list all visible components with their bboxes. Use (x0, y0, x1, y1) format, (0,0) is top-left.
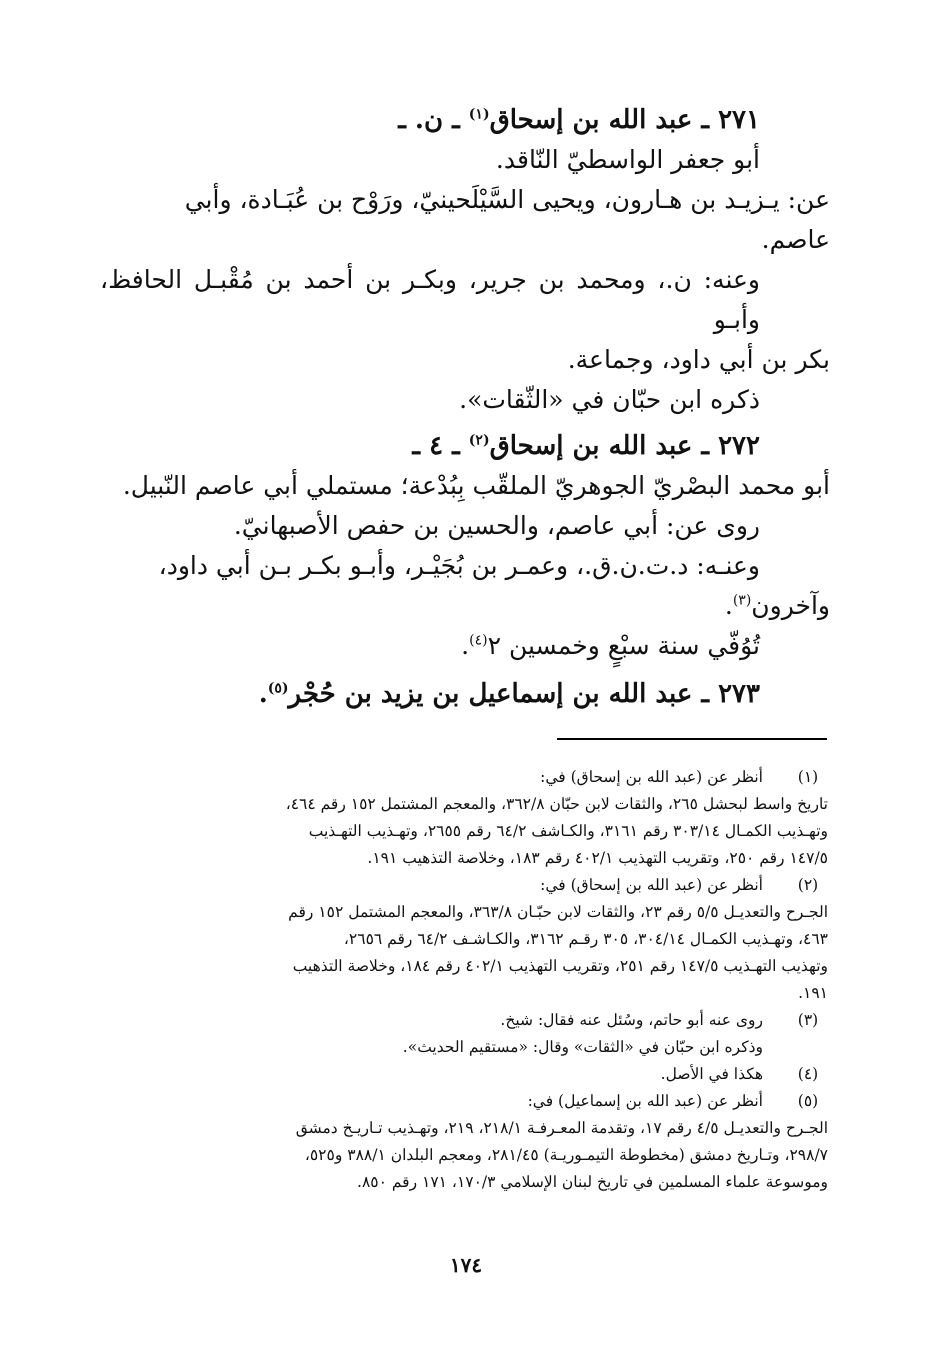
footnote-ref: (٤) (469, 632, 488, 649)
footnote-ref: (٢) (468, 432, 490, 449)
footnote-2 (118, 872, 828, 1007)
main-text (100, 100, 830, 714)
footnote-number: (١) (797, 768, 819, 786)
footnote-line: ١٩١. (798, 984, 828, 1002)
entry-line: وعنه: ن.، ومحمد بن جرير، وبكـر بن أحمد بن مُقْبـل الحافظ، وأبـو (100, 265, 760, 334)
footnote-line: وتهـذيب الكمـال ٣٠٣/١٤ رقم ٣١٦١، والكـاشف ٦٤/٢ رقم ٢٦٥٥، وتهـذيب التهـذيب (308, 822, 828, 840)
entry-line: أبو محمد البصْريّ الجوهريّ الملقّب بِبُدْعة؛ مستملي أبي عاصم النّبيل. (122, 471, 830, 500)
entry-line: وآخرون$^{(٣)}$. (724, 591, 830, 620)
entry-number: ٢٧٣ (718, 679, 760, 709)
entry-line: تُوُفّي سنة سبْعٍ وخمسين ٢$^{(٤)}$. (461, 631, 760, 660)
entry-tail: ـ ن. ـ (398, 105, 469, 135)
footnote-line: تاريخ واسط لبحشل ٢٦٥، والثقات لابن حبّان ٣٦٢/٨، والمعجم المشتمل ١٥٢ رقم ٤٦٤، (285, 795, 828, 813)
footnote-number: (٤) (797, 1065, 819, 1083)
entry-tail: . (258, 679, 268, 709)
footnote-line: ٤٦٣، وتهـذيب الكمـال ٣٠٤/١٤، ٣٠٥ رقـم ٣١٦٢، والكـاشـف ٦٤/٢ رقم ٢٦٥٦، (343, 930, 828, 948)
footnote-ref: (٥) (267, 680, 289, 697)
entry-line: عاصم. (761, 225, 830, 254)
entry-line-text: تُوُفّي سنة سبْعٍ وخمسين ٢ (487, 631, 760, 660)
footnote-line: ٢٩٨/٧، وتـاريخ دمشق (مخطوطة التيمـوريـة) ٢٨١/٤٥، ومعجم البلدان ٣٨٨/١ و٥٢٥، (304, 1146, 828, 1164)
footnote-number: (٣) (797, 1011, 819, 1029)
entry-heading-271: ٢٧١ ـ عبد الله بن إسحاق$^{(١)}$ ـ ن. ـ (398, 105, 760, 135)
entry-line: ذكره ابن حبّان في «الثّقات». (459, 385, 760, 414)
footnote-line: وتهذيب التهـذيب ١٤٧/٥ رقم ٢٥١، وتقريب التهذيب ٤٠٢/١ رقم ١٨٤، وخلاصة التذهيب (292, 957, 828, 975)
page-number: ١٧٤ (449, 1253, 483, 1277)
footnote-line: ١٤٧/٥ رقم ٢٥٠، وتقريب التهذيب ٤٠٢/١ رقم ١٨٣، وخلاصة التذهيب ١٩١. (367, 849, 828, 867)
entry-heading-272: ٢٧٢ ـ عبد الله بن إسحاق$^{(٢)}$ ـ ٤ ـ (412, 431, 760, 461)
entry-tail: ـ ٤ ـ (412, 431, 469, 461)
footnote-line: وذكره ابن حبّان في «الثقات» وقال: «مستقيم الحديث». (402, 1038, 763, 1056)
entry-name: عبد الله بن إسماعيل بن يزيد بن حُجْر (288, 679, 693, 709)
footnotes (118, 764, 828, 1196)
footnote-divider (557, 738, 827, 740)
entry-line-text: وآخرون (751, 591, 830, 620)
footnote-line: هكذا في الأصل. (660, 1065, 763, 1083)
entry-line: أبو جعفر الواسطيّ النّاقد. (495, 145, 760, 174)
footnote-1 (118, 764, 828, 872)
footnote-ref: (١) (468, 106, 490, 123)
entry-line: عن: يـزيـد بن هـارون، ويحيى السَّيْلَحينيّ، ورَوْح بن عُبَـادة، وأبي (184, 185, 830, 214)
footnote-5 (118, 1088, 828, 1196)
footnote-line: أنظر عن (عبد الله بن إسماعيل) في: (527, 1092, 763, 1110)
entry-line: بكر بن أبي داود، وجماعة. (567, 345, 830, 374)
footnote-line: الجـرح والتعديـل ٥/٥ رقم ٢٣، والثقات لابن حبّـان ٣٦٣/٨، والمعجم المشتمل ١٥٢ رقم (288, 903, 828, 921)
entry-line: وعنـه: د.ت.ن.ق.، وعمـر بن بُجَيْـر، وأبـو بكـر بـن أبي داود، (158, 551, 760, 580)
entry-number: ٢٧٢ (718, 431, 760, 461)
footnote-3 (118, 1007, 828, 1061)
entry-name: عبد الله بن إسحاق (489, 105, 693, 135)
entry-line: روى عن: أبي عاصم، والحسين بن حفص الأصبهانيّ. (233, 511, 760, 540)
footnote-line: أنظر عن (عبد الله بن إسحاق) في: (540, 876, 763, 894)
footnote-ref: (٣) (732, 592, 752, 609)
footnote-line: وموسوعة علماء المسلمين في تاريخ لبنان الإسلامي ١٧٠/٣، ١٧١ رقم ٨٥٠. (357, 1173, 828, 1191)
footnote-number: (٥) (797, 1092, 819, 1110)
footnote-line: الجـرح والتعديـل ٤/٥ رقم ١٧، وتقدمة المعـرفـة ٢١٨/١، ٢١٩، وتهـذيب تـاريـخ دمشق (295, 1119, 828, 1137)
footnote-4 (118, 1061, 828, 1088)
footnote-number: (٢) (797, 876, 819, 894)
entry-name: عبد الله بن إسحاق (489, 431, 693, 461)
entry-heading-273: ٢٧٣ ـ عبد الله بن إسماعيل بن يزيد بن حُجْر$^{(٥)}$. (258, 679, 760, 709)
entry-number: ٢٧١ (718, 105, 760, 135)
footnote-line: روى عنه أبو حاتم، وسُئل عنه فقال: شيخ. (500, 1011, 763, 1029)
footnote-line: أنظر عن (عبد الله بن إسحاق) في: (540, 768, 763, 786)
